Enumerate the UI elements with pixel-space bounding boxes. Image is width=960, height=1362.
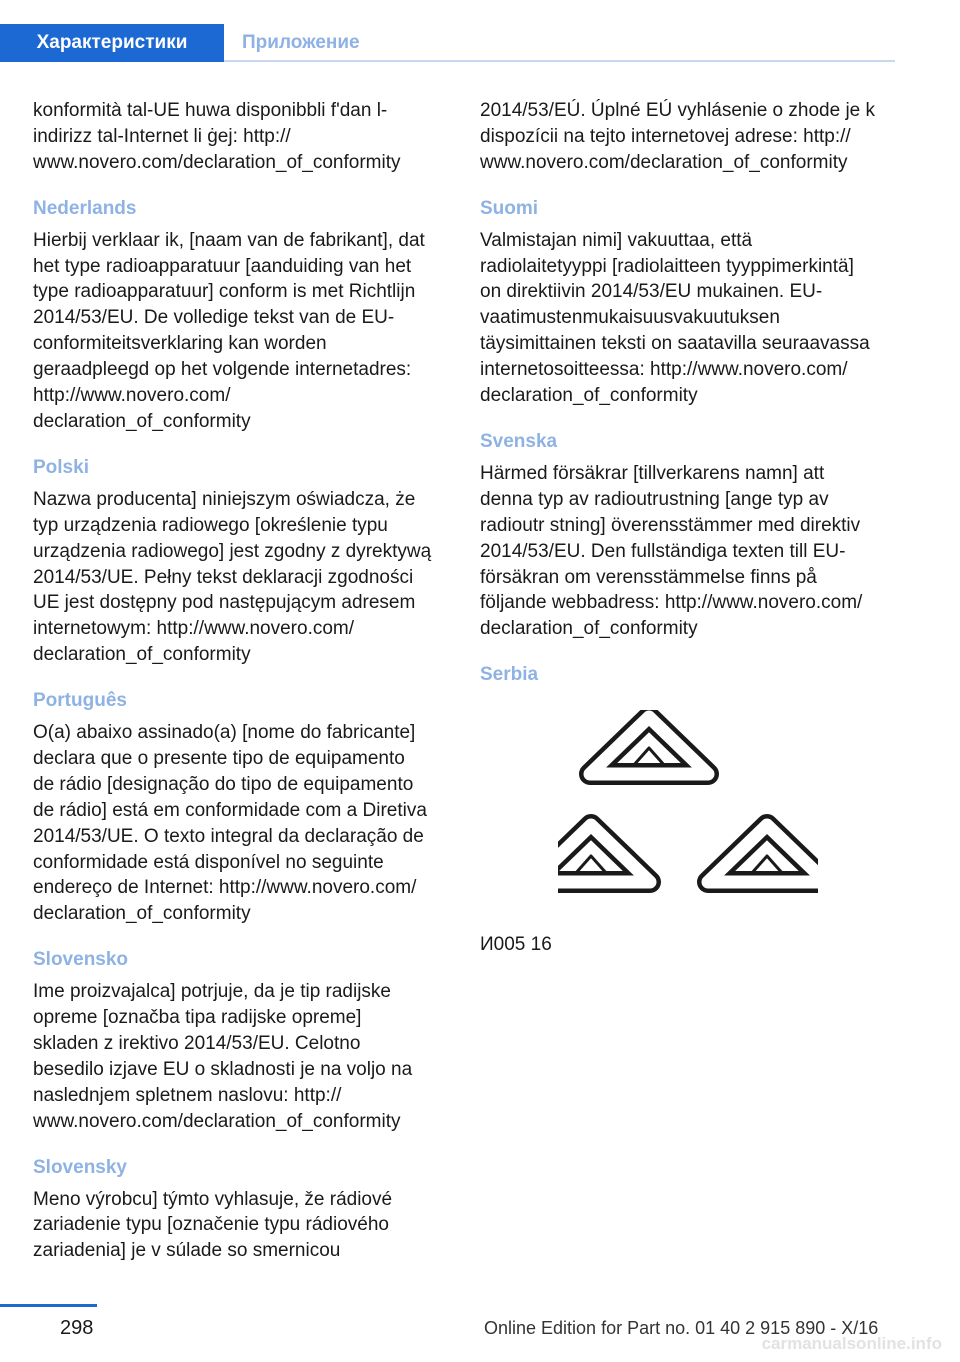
suomi-text: Valmistajan nimi] vakuuttaa, että radiolaitetyyppi [radiolaitteen tyyppimerkintä] on direktiivin 2014/53/EU mukainen. EU- vaatimustenmukaisuusvakuutuksen täysimittainen teksti on saatavilla seuraavassa internetosoitteessa: http://www.novero.com/ declaration_of_conformity [480, 229, 870, 407]
heading-svenska: Svenska [480, 430, 558, 452]
slovensky-text: Meno výrobcu] týmto vyhlasuje, že rádiové zariadenie typu [označenie typu rádiového zariadenia] je v súlade so smernicou [33, 1188, 393, 1262]
heading-slovensky: Slovensky [33, 1156, 127, 1178]
certification-code: И005 16 [480, 934, 552, 956]
header-divider [224, 60, 895, 62]
nederlands-text: Hierbij verklaar ik, [naam van de fabrikant], dat het type radioapparatuur [aanduiding van het type radioapparatuur] conform is met Richtlijn 2014/53/EU. De volledige tekst van de EU- conformiteitsverklaring kan worden geraadpleegd op het volgende internetadres: http://www.novero.com/ declaration_of_conformity [33, 229, 425, 432]
watermark: carmanualsonline.info [761, 1334, 942, 1353]
left-column [33, 98, 453, 1264]
heading-portugues: Português [33, 690, 127, 712]
svenska-text: Härmed försäkrar [tillverkarens namn] att denna typ av radioutrustning [ange typ av radioutr stning] överensstämmer med direktiv 2014/53/EU. Den fullständiga texten till EU- försäkran om verensstämmelse finns på följande webbadress: http://www.novero.com/ declaration_of_conformity [480, 462, 863, 640]
header [0, 24, 895, 62]
footer-accent-line [0, 1304, 97, 1307]
edition-note: Online Edition for Part no. 01 40 2 915 890 - X/16 [484, 1318, 879, 1338]
tab-characteristics[interactable]: Характеристики [0, 24, 224, 62]
heading-serbia: Serbia [480, 664, 539, 686]
heading-nederlands: Nederlands [33, 197, 137, 219]
portugues-text: O(a) abaixo assinado(a) [nome do fabricante] declara que o presente tipo de equipamento de rádio [designação do tipo de equipamento de rádio] está em conformidade com a Diretiva 2014/53/UE. O texto integral da declaração de conformidade está disponível no seguinte endereço de Internet: http://www.novero.com/ declaration_of_conformity [33, 722, 427, 925]
tab-appendix[interactable]: Приложение [242, 32, 360, 53]
heading-polski: Polski [33, 456, 89, 478]
slovensko-text: Ime proizvajalca] potrjuje, da je tip radijske opreme [označba tipa radijske opreme] skladen z irektivo 2014/53/EU. Celotno besedilo izjave EU o skladnosti je na voljo na naslednjem spletnem naslovu: http:// www.novero.com/declaration_of_conformity [33, 981, 413, 1132]
malti-text-continued: konformità tal-UE huwa disponibbli f'dan l- indirizz tal-Internet li ġej: http:// www.novero.com/declaration_of_conformity [33, 100, 401, 173]
page-number: 298 [60, 1317, 94, 1339]
right-column [480, 98, 900, 958]
serbian-conformity-triangles-icon [558, 710, 818, 916]
polski-text: Nazwa producenta] niniejszym oświadcza, że typ urządzenia radiowego [określenie typu urządzenia radiowego] jest zgodny z dyrektywą 2014/53/UE. Pełny tekst deklaracji zgodności UE jest dostępny pod następującym adresem internetowym: http://www.novero.com/ declaration_of_conformity [33, 488, 432, 666]
slovensky-text-continued: 2014/53/EÚ. Úplné EÚ vyhlásenie o zhode je k dispozícii na tejto internetovej adrese: http:// www.novero.com/declaration_of_conformity [480, 100, 876, 173]
heading-slovensko: Slovensko [33, 949, 129, 971]
heading-suomi: Suomi [480, 197, 539, 219]
